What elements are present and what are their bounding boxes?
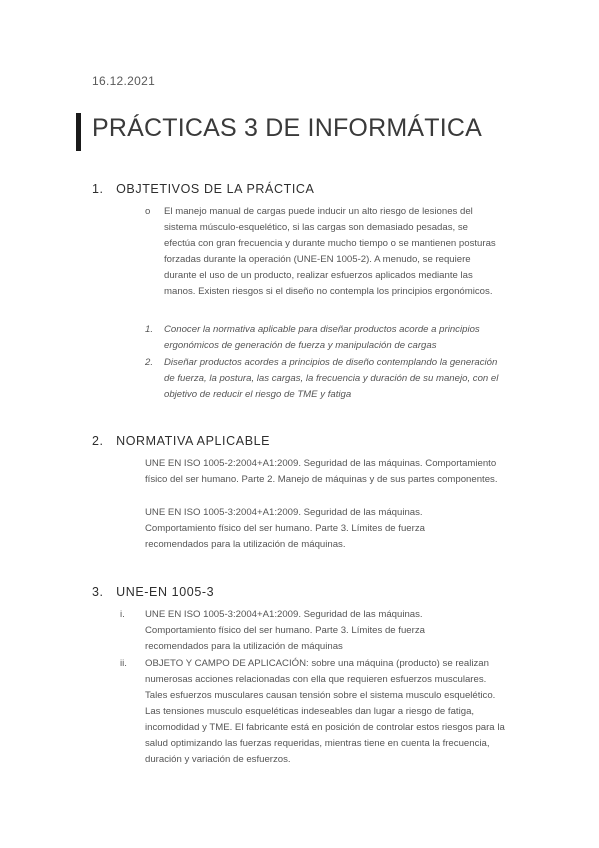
norm-paragraph-1: UNE EN ISO 1005-2:2004+A1:2009. Seguridad de las máquinas. Comportamiento físico del ser humano. Parte 2. Manejo de máquinas y de sus partes componentes. xyxy=(145,458,498,485)
objective-2-text: Diseñar productos acordes a principios de diseño contemplando la generación de fuerza, la postura, las cargas, la frecuencia y duración de su manejo, con el objetivo de reducir el riesgo de TME y fatiga xyxy=(164,357,499,400)
section-1-heading xyxy=(92,182,314,196)
objective-1-text: Conocer la normativa aplicable para diseñar productos acorde a principios ergonómicos de generación de fuerza y manipulación de cargas xyxy=(164,324,480,351)
bullet-marker: o xyxy=(145,206,151,217)
page-title: PRÁCTICAS 3 DE INFORMÁTICA xyxy=(92,114,482,142)
section-1-number: 1. xyxy=(92,182,104,196)
title-accent-bar xyxy=(76,113,81,151)
objective-intro-paragraph: El manejo manual de cargas puede inducir un alto riesgo de lesiones del sistema músculo-esquelético, si las cargas son demasiado pesadas, se efectúa con gran frecuencia y durante mucho tiempo o se mantienen posturas forzadas durante la operación (UNE-EN 1005-2). A menudo, se requiere durante el uso de un producto, realizar esfuerzos aplicados mediante las manos. Existen riesgos si el diseño no contempla los principios ergonómicos. xyxy=(164,206,496,297)
section-2-title: NORMATIVA APLICABLE xyxy=(116,434,271,448)
section-2-number: 2. xyxy=(92,434,104,448)
norm-paragraph-2: UNE EN ISO 1005-3:2004+A1:2009. Seguridad de las máquinas. Comportamiento físico del ser humano. Parte 3. Límites de fuerza recomendados para la utilización de máquinas. xyxy=(145,507,425,550)
item-i-marker: i. xyxy=(120,609,125,620)
section-3-heading xyxy=(92,585,214,599)
objective-1-marker: 1. xyxy=(145,324,154,335)
document-date: 16.12.2021 xyxy=(92,74,156,88)
item-i-text: UNE EN ISO 1005-3:2004+A1:2009. Seguridad de las máquinas. Comportamiento físico del ser humano. Parte 3. Límites de fuerza recomendados para la utilización de máquinas xyxy=(145,609,425,652)
objective-2-marker: 2. xyxy=(145,357,154,368)
item-ii-marker: ii. xyxy=(120,658,127,669)
section-1-title: OBJTETIVOS DE LA PRÁCTICA xyxy=(116,182,315,196)
section-3-number: 3. xyxy=(92,585,104,599)
item-ii-text: OBJETO Y CAMPO DE APLICACIÓN: sobre una máquina (producto) se realizan numerosas acciones relacionadas con ella que requieren esfuerzos musculares. Tales esfuerzos musculares causan tensión sobre el sistema musculo esquelético. Las tensiones musculo esqueléticas indeseables dan lugar a riesgo de fatiga, incomodidad y TME. El fabricante está en posición de controlar estos riesgos para la salud optimizando las fuerzas requeridas, mientras tiene en cuenta la frecuencia, duración y variación de esfuerzos. xyxy=(145,658,505,765)
section-3-title: UNE-EN 1005-3 xyxy=(116,585,215,599)
section-2-heading xyxy=(92,434,270,448)
